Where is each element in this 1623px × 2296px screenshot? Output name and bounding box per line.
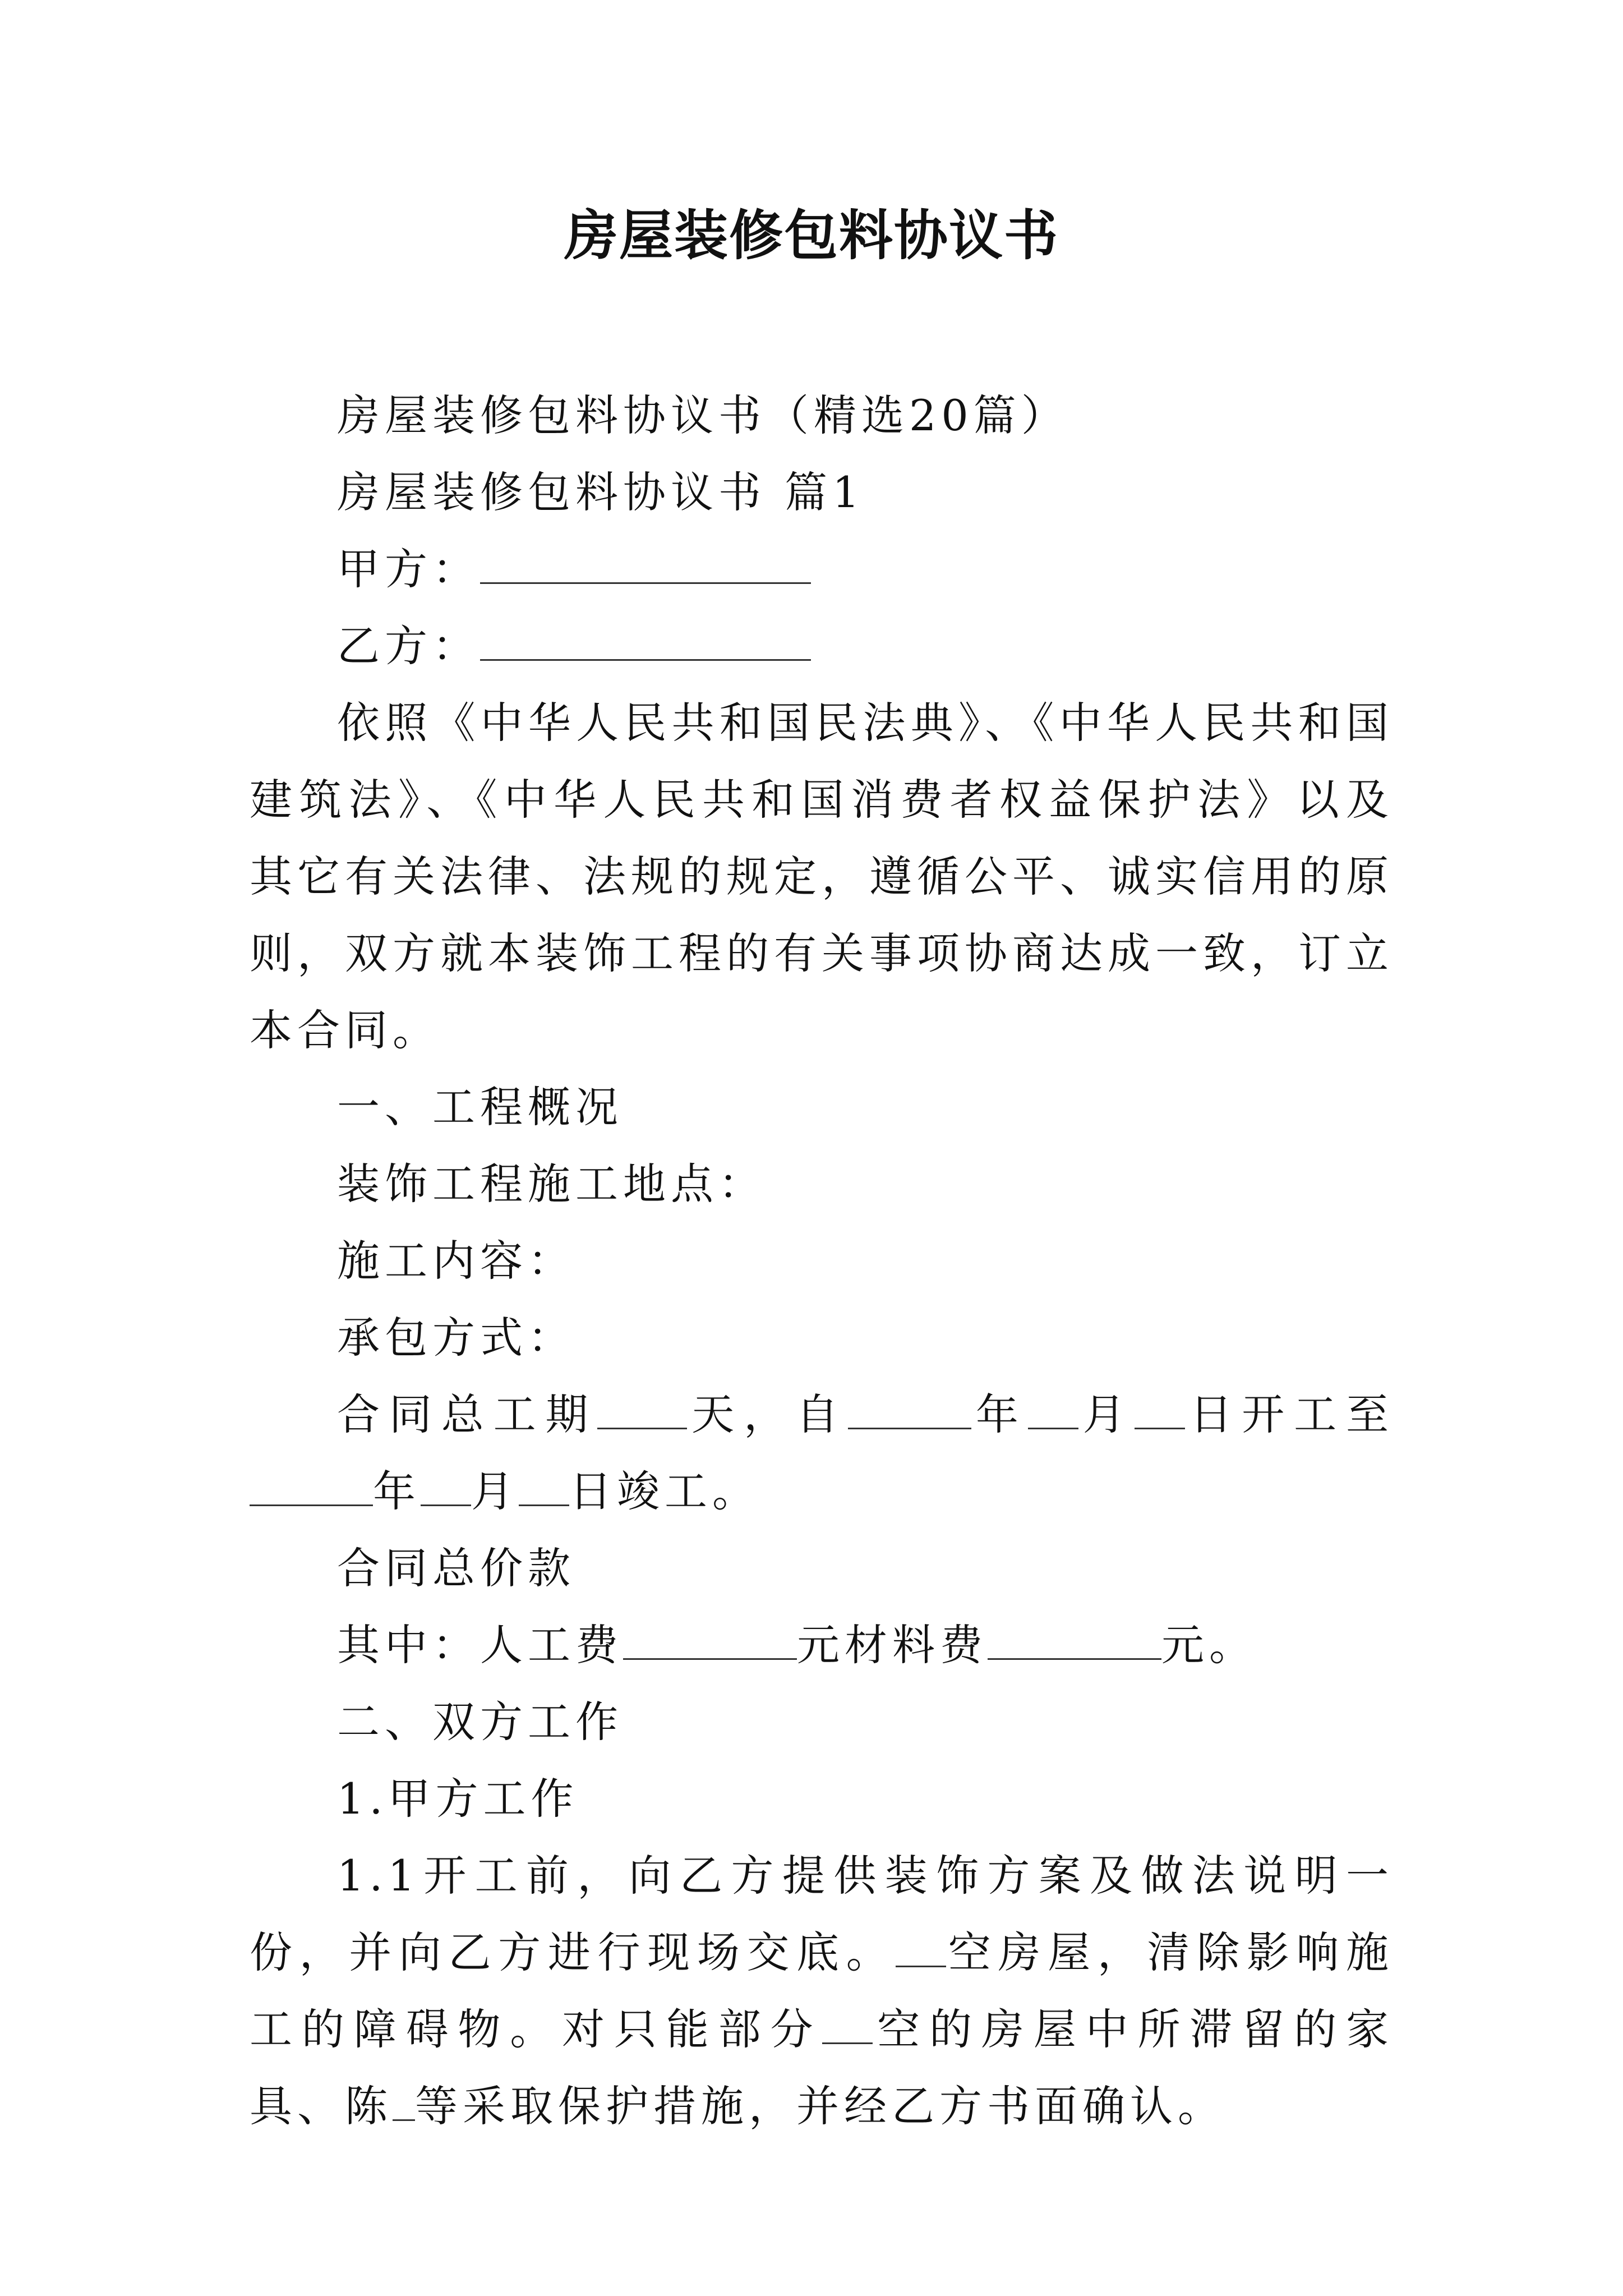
party-b-blank <box>480 625 811 661</box>
intro-paragraph: 依照《中华人民共和国民法典》、《中华人民共和国建筑法》、《中华人民共和国消费者权益保护法》以及其它有关法律、法规的规定，遵循公平、诚实信用的原则，双方就本装饰工程的有关事项协商达成一致，订立本合同。 <box>250 698 1394 1055</box>
clause-1-1 <box>250 1837 1394 2145</box>
material-fee-unit: 元。 <box>1161 1620 1257 1670</box>
clause-blank-2 <box>822 2009 873 2044</box>
clause-1-1-part-b: 空房屋，清除影响施工的障碍物。对只能部分 <box>250 1927 1394 2054</box>
document-title: 房屋装修包料协议书 <box>564 204 1059 267</box>
content-label: 施工内容： <box>337 1236 575 1286</box>
clause-1-1-part-d: 等采取保护措施，并经乙方书面确认。 <box>415 2081 1225 2131</box>
labor-fee-unit: 元材料费 <box>797 1620 988 1670</box>
clause-1-1-part-c: 空的房屋中所滞留的家具、陈 <box>250 2004 1394 2131</box>
days-blank <box>597 1394 687 1429</box>
fees-prefix: 其中：人工费 <box>337 1620 623 1670</box>
end-month-unit: 月 <box>471 1466 519 1516</box>
start-year-blank <box>848 1394 971 1429</box>
start-day-unit: 日开工至 <box>1185 1389 1394 1439</box>
contract-mode-label: 承包方式： <box>337 1313 575 1363</box>
end-day-unit: 日竣工。 <box>569 1466 760 1516</box>
start-day-blank <box>1135 1394 1185 1429</box>
end-day-blank <box>519 1471 569 1506</box>
end-month-blank <box>421 1471 471 1506</box>
overview-heading: 一、工程概况 <box>337 1082 623 1132</box>
duties-heading: 二、双方工作 <box>337 1697 623 1747</box>
duration-prefix: 合同总工期 <box>337 1389 598 1439</box>
start-month-unit: 月 <box>1078 1389 1135 1439</box>
total-price-label: 合同总价款 <box>337 1543 575 1593</box>
fees-line <box>250 1607 1394 1683</box>
clause-1-1-part-a: 1.1开工前，向乙方提供装饰方案及做法说明一份，并向乙方进行现场交底。 <box>250 1851 1394 1977</box>
clause-blank-1 <box>896 1932 946 1967</box>
document-body <box>250 377 1394 2145</box>
party-a-label: 甲方： <box>337 544 480 594</box>
start-year-unit: 年 <box>971 1389 1028 1439</box>
document-subtitle: 房屋装修包料协议书（精选20篇） <box>337 390 1069 440</box>
duration-paragraph <box>250 1376 1394 1530</box>
material-fee-blank <box>988 1625 1161 1660</box>
party-b-line <box>250 608 1394 684</box>
start-month-blank <box>1028 1394 1078 1429</box>
days-unit: 天，自 <box>687 1389 848 1439</box>
party-b-label: 乙方： <box>337 621 480 671</box>
site-label: 装饰工程施工地点： <box>337 1159 766 1209</box>
end-year-unit: 年 <box>373 1466 421 1516</box>
party-a-line <box>250 531 1394 608</box>
party-a-blank <box>480 549 811 584</box>
end-year-blank <box>250 1471 373 1506</box>
labor-fee-blank <box>623 1625 797 1660</box>
party-a-work-heading: 1.甲方工作 <box>337 1774 579 1824</box>
section-heading: 房屋装修包料协议书 篇1 <box>337 467 865 517</box>
clause-blank-3 <box>393 2086 415 2121</box>
